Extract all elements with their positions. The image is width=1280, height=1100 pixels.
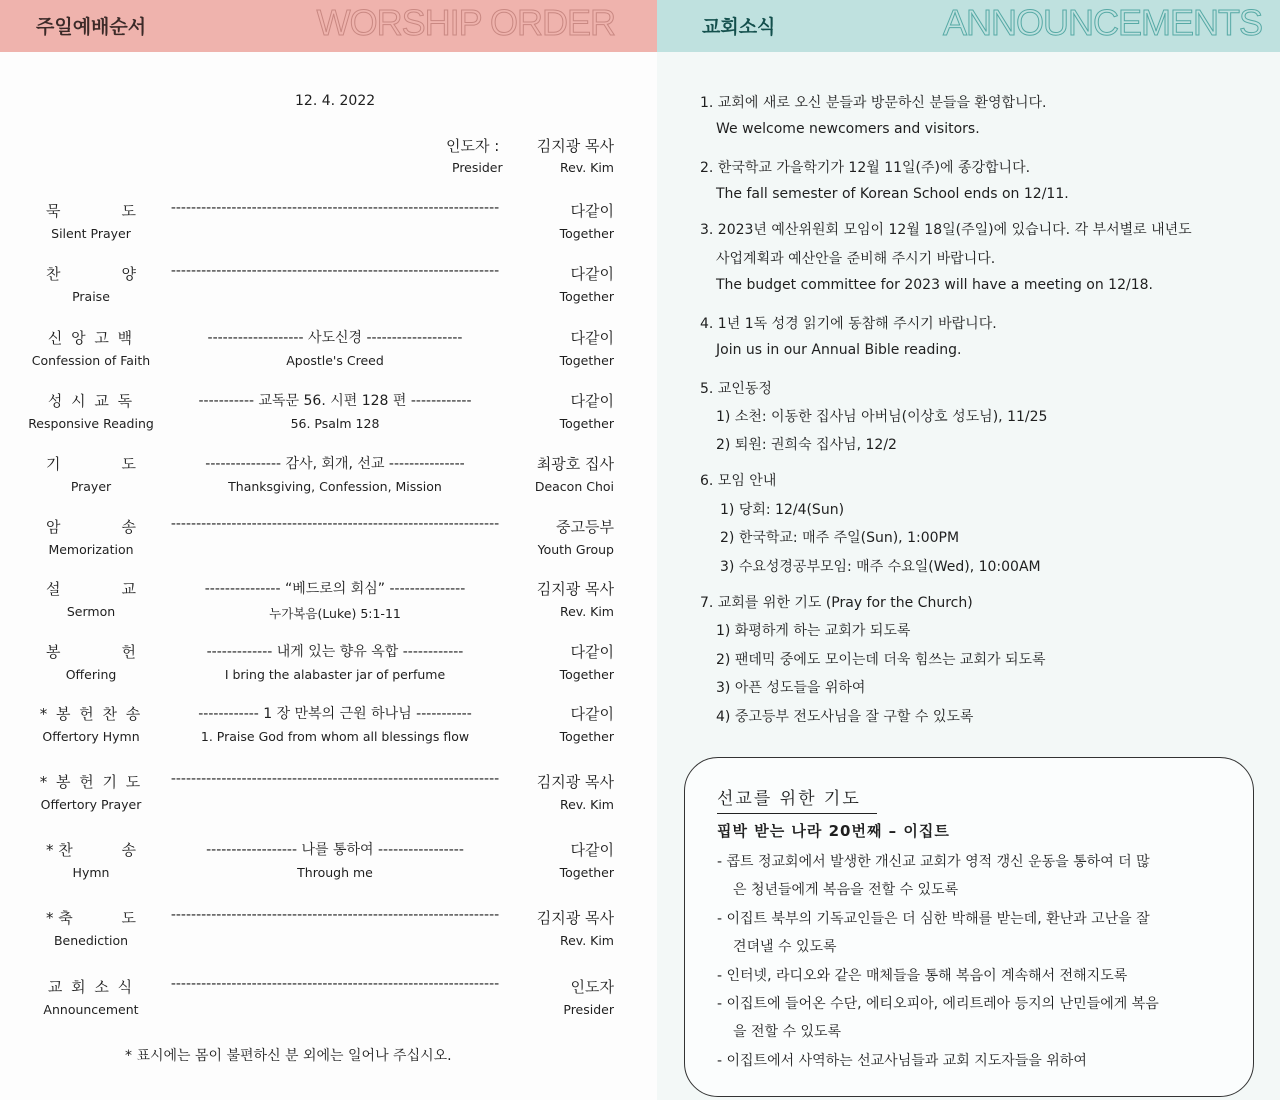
order-item: [0, 703, 657, 751]
order-item-leader-en: Rev. Kim: [559, 604, 614, 619]
order-item-title-part: 도: [121, 202, 136, 220]
order-item-title-ko: * 봉 헌 찬 송: [39, 705, 143, 723]
order-item-leader: 다같이: [570, 392, 614, 410]
order-item-title-ko: [46, 516, 136, 537]
order-item-title-part: 도: [121, 909, 136, 927]
announcements-header: [657, 0, 1280, 52]
announcement-line: 1) 당회: 12/4(Sun): [720, 502, 845, 518]
mission-prayer-subtitle: 핍박 받는 나라 20번째 – 이집트: [717, 822, 950, 840]
order-item-content-en: Thanksgiving, Confession, Mission: [228, 479, 442, 494]
announcement-line: Join us in our Annual Bible reading.: [716, 342, 962, 358]
order-item-title-ko: 신 앙 고 백: [47, 329, 135, 347]
order-item-title-part: * 축: [46, 909, 73, 927]
order-item-leader-en: Deacon Choi: [534, 479, 614, 494]
order-item-content: --------------- “베드로의 회심” ---------------: [204, 581, 466, 597]
announcement-line: The fall semester of Korean School ends on 12/11.: [716, 186, 1069, 202]
order-item-leader: 다같이: [570, 643, 614, 661]
order-item-title-part: 설: [46, 580, 61, 598]
standing-note: * 표시에는 몸이 불편하신 분 외에는 일어나 주십시오.: [125, 1048, 452, 1064]
mission-prayer-line: - 이집트 북부의 기독교인들은 더 심한 박해를 받는데, 환난과 고난을 잘: [717, 911, 1150, 927]
order-item-title-part: * 찬: [46, 841, 73, 859]
order-item-leader: 다같이: [570, 705, 614, 723]
announcement-line: 3. 2023년 예산위원회 모임이 12월 18일(주일)에 있습니다. 각 부서별로 내년도: [700, 222, 1192, 238]
order-item-leader: 다같이: [570, 265, 614, 283]
mission-prayer-line: 을 전할 수 있도록: [733, 1024, 842, 1040]
order-item-title-en: Prayer: [70, 479, 112, 494]
order-item-leader-en: Together: [559, 667, 614, 682]
announcements-title-ko: 교회소식: [702, 16, 776, 38]
announcement-line: The budget committee for 2023 will have a meeting on 12/18.: [716, 277, 1153, 293]
order-item: [0, 263, 657, 311]
announcements-title-en: ANNOUNCEMENTS: [942, 2, 1262, 43]
order-item-content-en: I bring the alabaster jar of perfume: [224, 667, 446, 682]
order-item-content: -----------------------------------------------------------------: [170, 200, 500, 216]
order-item-title-ko: [46, 641, 136, 662]
order-item-title-en: Hymn: [72, 865, 110, 880]
order-item-content: -----------------------------------------------------------------: [170, 976, 500, 992]
order-item-leader: 인도자: [570, 978, 614, 996]
mission-prayer-title: 선교를 위한 기도: [717, 784, 877, 814]
order-item-leader-en: Together: [559, 729, 614, 744]
worship-order-header: [0, 0, 657, 52]
order-item: [0, 453, 657, 501]
order-item-leader-en: Together: [559, 353, 614, 368]
announcement-line: 2) 팬데믹 중에도 모이는데 더욱 힘쓰는 교회가 되도록: [716, 652, 1046, 668]
order-item-title-part: 기: [46, 455, 61, 473]
order-item-title-en: Offertory Hymn: [42, 729, 140, 744]
order-item-content-en: Apostle's Creed: [286, 353, 384, 368]
order-item: [0, 578, 657, 626]
order-item: [0, 976, 657, 1024]
order-item-leader-en: Presider: [563, 1002, 614, 1017]
order-item: [0, 516, 657, 564]
order-item-leader: 김지광 목사: [536, 909, 614, 927]
order-item-title-ko: 교 회 소 식: [47, 978, 135, 996]
announcement-line: 5. 교인동정: [700, 381, 772, 397]
order-item-title-part: 봉: [46, 643, 61, 661]
order-item-leader-en: Together: [559, 416, 614, 431]
order-item: [0, 771, 657, 819]
order-item-title-ko: [46, 200, 136, 221]
order-item-title-ko: [46, 839, 136, 860]
presider-name-ko: 김지광 목사: [536, 137, 614, 155]
announcement-line: 4. 1년 1독 성경 읽기에 동참해 주시기 바랍니다.: [700, 316, 997, 332]
order-item-title-ko: * 봉 헌 기 도: [39, 773, 143, 791]
order-item-leader: 중고등부: [556, 518, 614, 536]
order-item-content-en: 누가복음(Luke) 5:1-11: [269, 606, 401, 621]
announcement-line: 2) 퇴원: 권희숙 집사님, 12/2: [716, 437, 897, 453]
order-item-content-en: 56. Psalm 128: [290, 416, 380, 431]
announcement-line: 사업계획과 예산안을 준비해 주시기 바랍니다.: [716, 251, 996, 267]
order-item: [0, 327, 657, 375]
mission-prayer-line: 견뎌낼 수 있도록: [733, 939, 837, 955]
mission-prayer-line: - 콥트 정교회에서 발생한 개신교 교회가 영적 갱신 운동을 통하여 더 많: [717, 854, 1150, 870]
worship-order-title-ko: 주일예배순서: [36, 16, 147, 38]
announcement-line: 3) 수요성경공부모임: 매주 수요일(Wed), 10:00AM: [720, 559, 1041, 575]
announcement-line: 1. 교회에 새로 오신 분들과 방문하신 분들을 환영합니다.: [700, 95, 1047, 111]
announcement-line: 7. 교회를 위한 기도 (Pray for the Church): [700, 595, 973, 611]
announcement-line: 3) 아픈 성도들을 위하여: [716, 680, 866, 696]
order-item-title-en: Announcement: [43, 1002, 139, 1017]
order-item-content: -----------------------------------------------------------------: [170, 263, 500, 279]
order-item-title-part: 교: [121, 580, 136, 598]
mission-prayer-line: - 이집트에서 사역하는 선교사님들과 교회 지도자들을 위하여: [717, 1053, 1087, 1069]
order-item-content: ------------------- 사도신경 -------------------: [207, 330, 463, 346]
worship-order-title-en: WORSHIP ORDER: [316, 2, 615, 43]
order-item-leader-en: Together: [559, 289, 614, 304]
order-item-leader: 최광호 집사: [536, 455, 614, 473]
order-item-leader-en: Rev. Kim: [559, 933, 614, 948]
service-date: 12. 4. 2022: [295, 93, 376, 109]
announcement-line: 4) 중고등부 전도사님을 잘 구할 수 있도록: [716, 709, 974, 725]
order-item-title-en: Benediction: [53, 933, 129, 948]
announcement-line: We welcome newcomers and visitors.: [716, 121, 980, 137]
order-item-content-en: 1. Praise God from whom all blessings flow: [200, 729, 470, 744]
mission-prayer-line: - 인터넷, 라디오와 같은 매체들을 통해 복음이 계속해서 전해지도록: [717, 968, 1128, 984]
presider-name-en: Rev. Kim: [559, 160, 614, 175]
order-item-content: --------------- 감사, 회개, 선교 ---------------: [205, 456, 465, 472]
order-item-title-part: 도: [121, 455, 136, 473]
order-item-title-en: Responsive Reading: [28, 416, 154, 431]
order-item-content: ------------ 1 장 만복의 근원 하나님 -----------: [198, 706, 472, 722]
order-item-content: -----------------------------------------------------------------: [170, 771, 500, 787]
order-item-leader: 다같이: [570, 841, 614, 859]
order-item-title-part: 헌: [121, 643, 136, 661]
order-item-leader-en: Together: [559, 865, 614, 880]
order-item-title-ko: [46, 453, 136, 474]
order-item-title-en: Offertory Prayer: [40, 797, 142, 812]
order-item-title-part: 송: [121, 841, 136, 859]
order-item-title-ko: [46, 907, 136, 928]
order-item-leader-en: Together: [559, 226, 614, 241]
presider-label-ko: 인도자 :: [446, 137, 500, 155]
order-item-title-en: Sermon: [66, 604, 116, 619]
mission-prayer-line: 은 청년들에게 복음을 전할 수 있도록: [733, 882, 959, 898]
order-item-title-en: Confession of Faith: [31, 353, 151, 368]
order-item-content: -----------------------------------------------------------------: [170, 516, 500, 532]
order-item-title-en: Praise: [72, 289, 110, 304]
order-item: [0, 390, 657, 438]
order-item: [0, 200, 657, 248]
order-item-content: -----------------------------------------------------------------: [170, 907, 500, 923]
order-item-title-ko: 성 시 교 독: [47, 392, 135, 410]
order-item-title-en: Memorization: [48, 542, 134, 557]
order-item-title-ko: [46, 578, 136, 599]
order-item-leader-en: Youth Group: [537, 542, 614, 557]
order-item-content: ------------- 내게 있는 향유 옥합 ------------: [206, 644, 464, 660]
order-item-content-en: Through me: [297, 865, 373, 880]
order-item: [0, 641, 657, 689]
order-item-title-part: 찬: [46, 265, 61, 283]
order-item-leader-en: Rev. Kim: [559, 797, 614, 812]
announcement-line: 1) 소천: 이동한 집사님 아버님(이상호 성도님), 11/25: [716, 409, 1048, 425]
order-item-leader: 김지광 목사: [536, 773, 614, 791]
order-item-title-en: Offering: [65, 667, 117, 682]
order-item: [0, 839, 657, 887]
presider-label-en: Presider: [452, 160, 503, 175]
order-item-content: ------------------ 나를 통하여 -----------------: [206, 842, 464, 858]
order-item-title-part: 암: [46, 518, 61, 536]
order-item-title-part: 양: [121, 265, 136, 283]
order-item-title-en: Silent Prayer: [51, 226, 131, 241]
order-item: [0, 907, 657, 955]
mission-prayer-line: - 이집트에 들어온 수단, 에티오피아, 에리트레아 등지의 난민들에게 복음: [717, 996, 1159, 1012]
order-item-title-part: 송: [121, 518, 136, 536]
order-item-leader: 김지광 목사: [536, 580, 614, 598]
announcement-line: 2) 한국학교: 매주 주일(Sun), 1:00PM: [720, 530, 960, 546]
order-item-leader: 다같이: [570, 329, 614, 347]
order-item-title-ko: [46, 263, 136, 284]
order-item-content: ----------- 교독문 56. 시편 128 편 ------------: [198, 393, 472, 409]
order-item-leader: 다같이: [570, 202, 614, 220]
announcement-line: 6. 모임 안내: [700, 473, 777, 489]
announcement-line: 2. 한국학교 가을학기가 12월 11일(주)에 종강합니다.: [700, 160, 1031, 176]
order-item-title-part: 묵: [46, 202, 61, 220]
announcement-line: 1) 화평하게 하는 교회가 되도록: [716, 623, 911, 639]
